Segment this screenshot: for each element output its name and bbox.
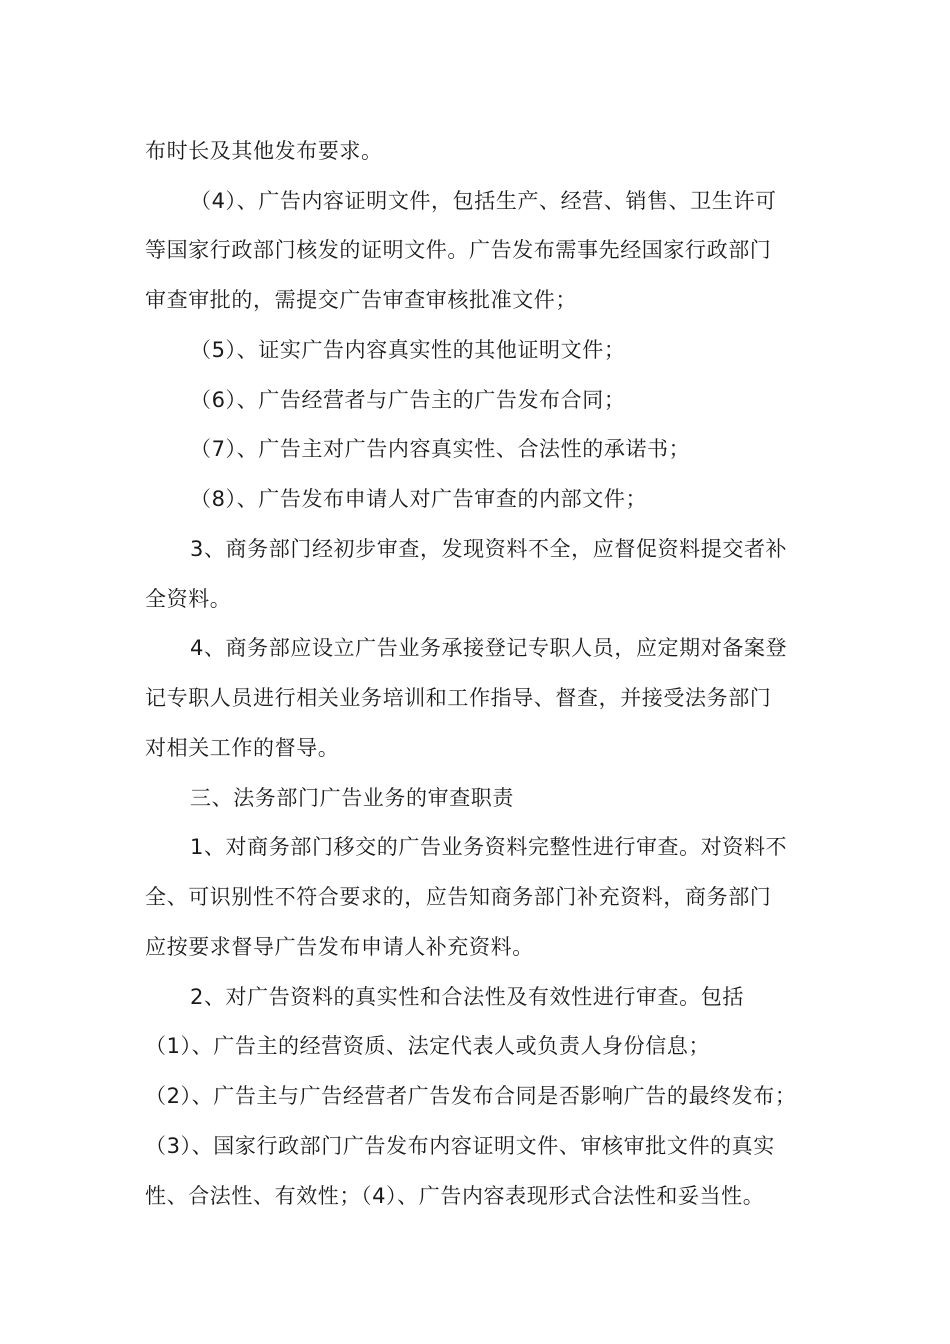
text-line: （2）、广告主与广告经营者广告发布合同是否影响广告的最终发布； [145,1084,797,1108]
text-line: 全、可识别性不符合要求的，应告知商务部门补充资料，商务部门 [145,885,772,909]
text-line: （5）、证实广告内容真实性的其他证明文件； [190,338,626,362]
text-line: （4）、广告内容证明文件，包括生产、经营、销售、卫生许可 [190,189,777,213]
text-line: 应按要求督导广告发布申请人补充资料。 [145,935,534,959]
text-line: （6）、广告经营者与广告主的广告发布合同； [190,388,626,412]
section-heading: 三、法务部门广告业务的审查职责 [190,786,514,810]
text-line: 记专职人员进行相关业务培训和工作指导、督查，并接受法务部门 [145,686,772,710]
text-line: （1）、广告主的经营资质、法定代表人或负责人身份信息； [145,1034,711,1058]
text-line: 2、对广告资料的真实性和合法性及有效性进行审查。包括 [190,985,744,1009]
text-line: 4、商务部应设立广告业务承接登记专职人员，应定期对备案登 [190,636,788,660]
text-line: 审查审批的，需提交广告审查审核批准文件； [145,288,577,312]
text-line: 3、商务部门经初步审查，发现资料不全，应督促资料提交者补 [190,537,788,561]
text-line: 布时长及其他发布要求。 [145,139,383,163]
text-line: 性、合法性、有效性；（4）、广告内容表现形式合法性和妥当性。 [145,1184,765,1208]
text-line: （7）、广告主对广告内容真实性、合法性的承诺书； [190,437,691,461]
text-line: 1、对商务部门移交的广告业务资料完整性进行审查。对资料不 [190,835,788,859]
text-line: 对相关工作的督导。 [145,736,340,760]
text-line: （3）、国家行政部门广告发布内容证明文件、审核审批文件的真实 [145,1134,775,1158]
text-line: 等国家行政部门核发的证明文件。广告发布需事先经国家行政部门 [145,238,772,262]
text-line: 全资料。 [145,587,232,611]
text-line: （8）、广告发布申请人对广告审查的内部文件； [190,487,648,511]
